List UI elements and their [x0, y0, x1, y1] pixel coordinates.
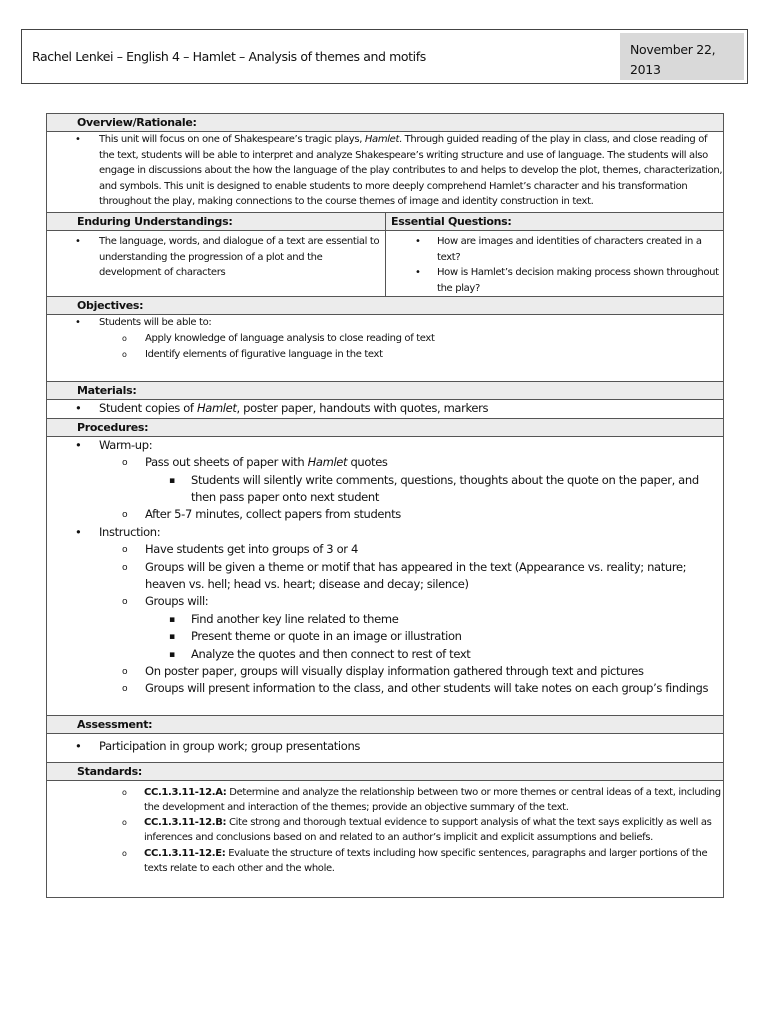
procedures-heading: Procedures: [47, 418, 724, 436]
header-date: November 22, 2013 [620, 33, 744, 80]
standard-item: o CC.1.3.11-12.E: Evaluate the structure of texts including how specific sentences, paragraphs and larger portions of the texts relate to each other and the whole. [47, 846, 723, 876]
instruction-step: o Have students get into groups of 3 or 4 [47, 541, 723, 558]
assessment-heading: Assessment: [47, 715, 724, 733]
assessment-text: • Participation in group work; group presentations [47, 738, 723, 755]
essential-question-2: • How is Hamlet’s decision making process shown throughout the play? [386, 265, 723, 296]
instruction-step: o Groups will: [47, 593, 723, 610]
standard-item: o CC.1.3.11-12.A: Determine and analyze the relationship between two or more themes or central ideas of a text, including the development and interaction of the themes; provide an objective summary of the text. [47, 785, 723, 815]
instruction-label: • Instruction: [47, 524, 723, 541]
objective-item: o Apply knowledge of language analysis to close reading of text [47, 331, 723, 347]
standard-item: o CC.1.3.11-12.B: Cite strong and thorough textual evidence to support analysis of what the text says explicitly as well as inferences and conclusions based on and related to an author’s implicit and explicit assumptions and beliefs. [47, 815, 723, 845]
instruction-substep: ▪ Analyze the quotes and then connect to rest of text [47, 646, 723, 663]
instruction-substep: ▪ Present theme or quote in an image or illustration [47, 628, 723, 645]
standards-heading: Standards: [47, 762, 724, 780]
header-title: Rachel Lenkei – English 4 – Hamlet – Analysis of themes and motifs [32, 49, 426, 64]
warmup-label: • Warm-up: [47, 437, 723, 454]
objectives-heading: Objectives: [47, 297, 724, 315]
warmup-substep: ▪ Students will silently write comments, questions, thoughts about the quote on the paper, and then pass paper onto next student [47, 472, 723, 507]
materials-heading: Materials: [47, 382, 724, 400]
instruction-step: o Groups will present information to the class, and other students will take notes on each group’s findings [47, 680, 723, 697]
enduring-heading: Enduring Understandings: [47, 213, 386, 231]
essential-question-1: • How are images and identities of characters created in a text? [386, 234, 723, 265]
document-header [21, 29, 748, 84]
objectives-intro: • Students will be able to: [47, 315, 723, 331]
overview-heading: Overview/Rationale: [47, 114, 724, 132]
instruction-substep: ▪ Find another key line related to theme [47, 611, 723, 628]
instruction-step: o On poster paper, groups will visually display information gathered through text and pictures [47, 663, 723, 680]
lesson-plan-table [46, 113, 724, 898]
enduring-item: • The language, words, and dialogue of a text are essential to understanding the progression of a plot and the development of characters [47, 234, 385, 281]
overview-text: • This unit will focus on one of Shakespeare’s tragic plays, Hamlet. Through guided reading of the play in class, and close reading of the text, students will be able to interpret and analyze Shakespeare’s writing structure and use of language. The students will also engage in discussions about the how the language of the play contributes to and helps to develop the plot, themes, characterization, and symbols. This unit is designed to enable students to more deeply comprehend Hamlet’s character and his transformation throughout the play, making connections to the course themes of image and identity construction in text. [47, 132, 723, 210]
warmup-step: o Pass out sheets of paper with Hamlet quotes [47, 454, 723, 471]
materials-text: • Student copies of Hamlet, poster paper, handouts with quotes, markers [47, 400, 723, 417]
instruction-step: o Groups will be given a theme or motif that has appeared in the text (Appearance vs. reality; nature; heaven vs. hell; head vs. heart; disease and decay; silence) [47, 559, 723, 594]
warmup-step: o After 5-7 minutes, collect papers from students [47, 506, 723, 523]
essential-heading: Essential Questions: [386, 213, 724, 231]
objective-item: o Identify elements of figurative language in the text [47, 347, 723, 363]
